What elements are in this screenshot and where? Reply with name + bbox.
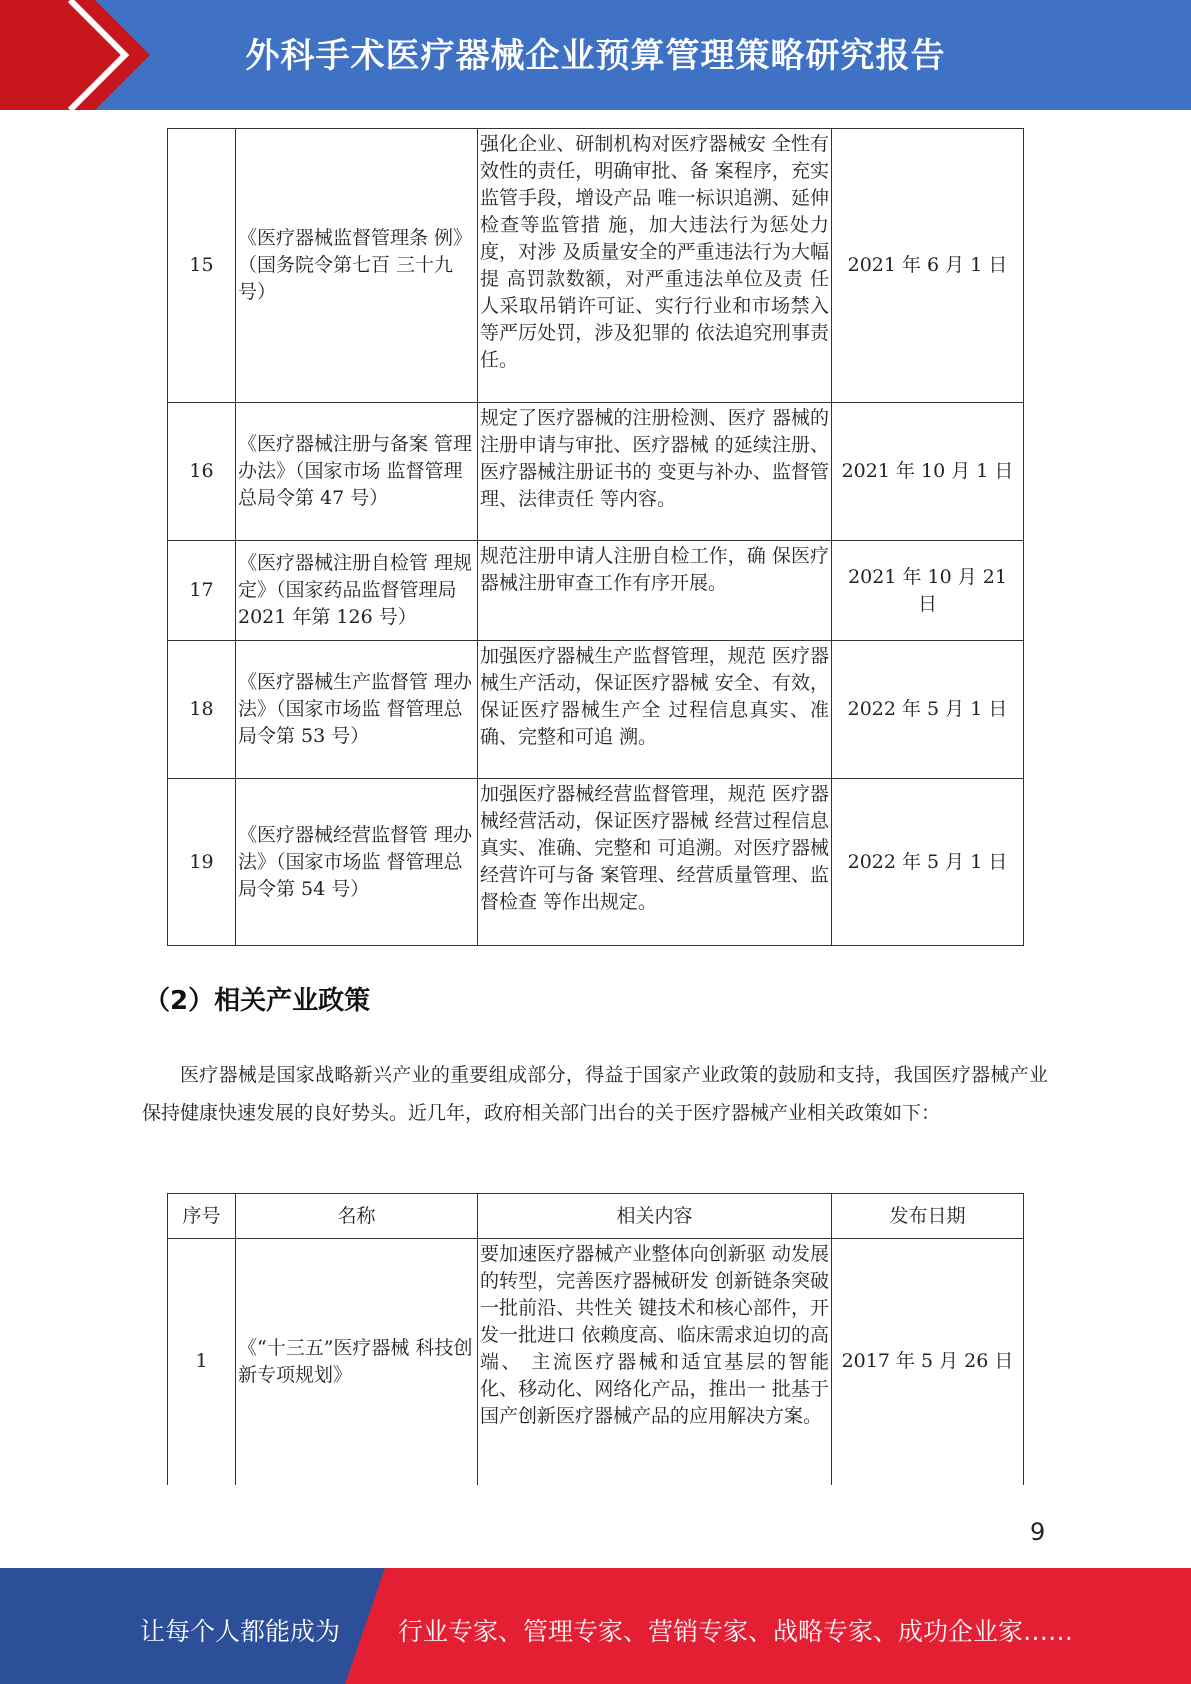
content-text: 要加速医疗器械产业整体向创新驱 动发展的转型，完善医疗器械研发 创新链条突破一批前沿、共性关 键技术和核心部件，开发一批进口 依赖度高、临床需求迫切的高端、 主流医疗器械和适宜基层的智能 化、移动化、网络化产品，推出一 批基于国产创新医疗器械产品的应用解决方案。 — [480, 1243, 829, 1427]
regulation-content — [478, 541, 832, 641]
policy-name: 《“十三五”医疗器械 科技创新专项规划》 — [236, 1239, 478, 1485]
regulation-name: 《医疗器械监督管理条 例》（国务院令第七百 三十九号） — [236, 129, 478, 403]
row-number: 18 — [168, 641, 236, 779]
table-row — [168, 779, 1024, 946]
page-number: 9 — [1030, 1518, 1046, 1546]
footer-slogan-left: 让每个人都能成为 — [140, 1617, 341, 1646]
row-number: 19 — [168, 779, 236, 946]
header-name: 名称 — [236, 1194, 478, 1239]
page-header — [0, 0, 1191, 110]
regulation-name: 《医疗器械经营监督管 理办法》（国家市场监 督管理总局令第 54 号） — [236, 779, 478, 946]
publish-date: 2021 年 6 月 1 日 — [832, 129, 1024, 403]
header-date: 发布日期 — [832, 1194, 1024, 1239]
header-no: 序号 — [168, 1194, 236, 1239]
regulation-name: 《医疗器械生产监督管 理办法》（国家市场监 督管理总局令第 53 号） — [236, 641, 478, 779]
table-row — [168, 1239, 1024, 1485]
report-title: 外科手术医疗器械企业预算管理策略研究报告 — [245, 36, 946, 76]
content-text: 规定了医疗器械的注册检测、医疗 器械的注册申请与审批、医疗器械 的延续注册、医疗器械注册证书的 变更与补办、监督管理、法律责任 等内容。 — [480, 407, 829, 510]
content-text: 强化企业、研制机构对医疗器械安 全性有效性的责任，明确审批、备 案程序，充实监管手段，增设产品 唯一标识追溯、延伸检查等监管措 施，加大违法行为惩处力度，对涉 及质量安全的严重违法行为大幅提 高罚款数额，对严重违法单位及责 任人采取吊销许可证、实行行业和市场禁入等严厉处罚，涉及犯罪的 依法追究刑事责任。 — [480, 133, 829, 371]
publish-date: 2021 年 10 月 21 日 — [832, 541, 1024, 641]
row-number: 1 — [168, 1239, 236, 1485]
header-content: 相关内容 — [478, 1194, 832, 1239]
footer-slogan-right: 行业专家、管理专家、营销专家、战略专家、成功企业家…… — [398, 1617, 1074, 1646]
table-row — [168, 403, 1024, 541]
section-paragraph: 医疗器械是国家战略新兴产业的重要组成部分，得益于国家产业政策的鼓励和支持，我国医疗器械产业保持健康快速发展的良好势头。近几年，政府相关部门出台的关于医疗器械产业相关政策如下： — [142, 1064, 1048, 1124]
row-number: 15 — [168, 129, 236, 403]
policies-table — [167, 1193, 1024, 1485]
publish-date: 2022 年 5 月 1 日 — [832, 779, 1024, 946]
content-text: 规范注册申请人注册自检工作，确 保医疗器械注册审查工作有序开展。 — [480, 545, 829, 594]
regulation-name: 《医疗器械注册与备案 管理办法》（国家市场 监督管理总局令第 47 号） — [236, 403, 478, 541]
table-row — [168, 541, 1024, 641]
publish-date: 2017 年 5 月 26 日 — [832, 1239, 1024, 1485]
regulation-content — [478, 641, 832, 779]
publish-date: 2021 年 10 月 1 日 — [832, 403, 1024, 541]
publish-date: 2022 年 5 月 1 日 — [832, 641, 1024, 779]
regulation-content — [478, 129, 832, 403]
content-text: 加强医疗器械经营监督管理，规范 医疗器械经营活动，保证医疗器械 经营过程信息真实、准确、完整和 可追溯。对医疗器械经营许可与备 案管理、经营质量管理、监督检查 等作出规定。 — [480, 783, 829, 913]
regulation-content — [478, 779, 832, 946]
regulation-content — [478, 403, 832, 541]
table-header-row — [168, 1194, 1024, 1239]
regulations-table — [167, 128, 1024, 946]
row-number: 17 — [168, 541, 236, 641]
content-text: 加强医疗器械生产监督管理，规范 医疗器械生产活动，保证医疗器械 安全、有效，保证医疗器械生产全 过程信息真实、准确、完整和可追 溯。 — [480, 645, 829, 748]
table-row — [168, 129, 1024, 403]
regulation-name: 《医疗器械注册自检管 理规定》（国家药品监督管理局 2021 年第 126 号） — [236, 541, 478, 641]
row-number: 16 — [168, 403, 236, 541]
section-title: （2）相关产业政策 — [144, 986, 371, 1016]
policy-content — [478, 1239, 832, 1485]
table-row — [168, 641, 1024, 779]
